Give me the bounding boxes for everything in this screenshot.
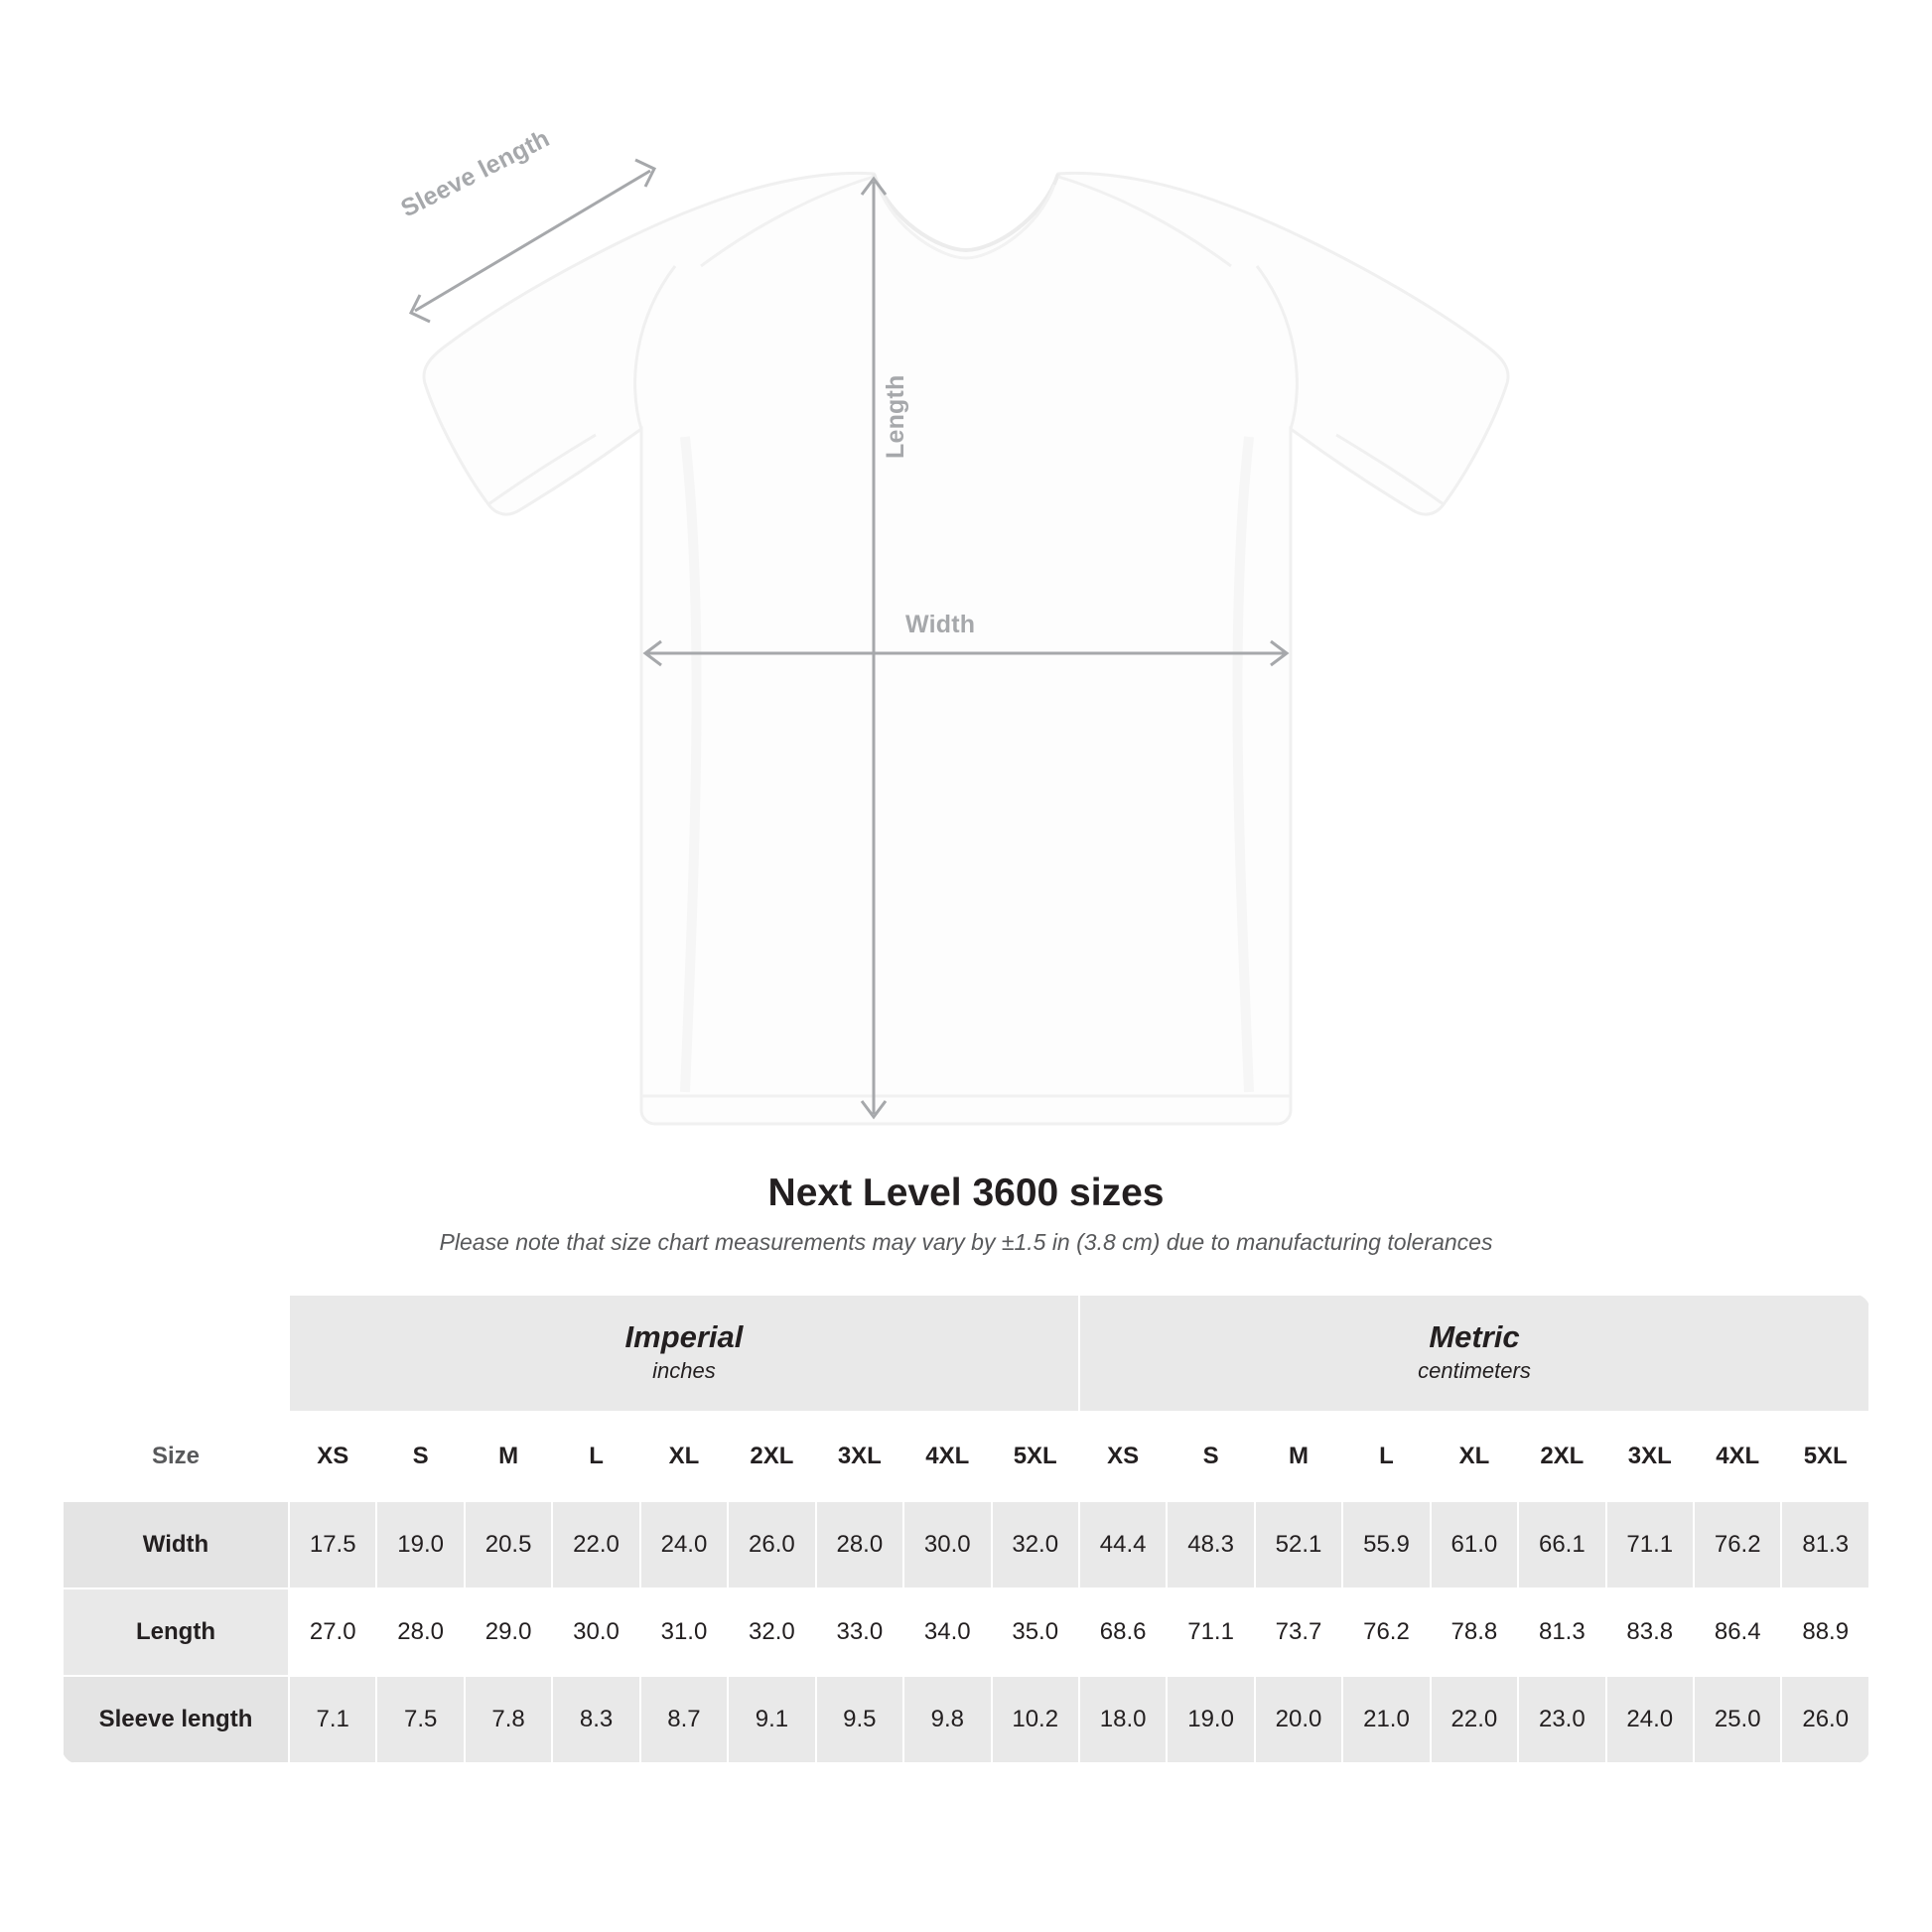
unit-group-imperial-sub: inches	[652, 1358, 716, 1384]
cell-sleeve-length: 24.0	[1606, 1676, 1694, 1763]
cell-width: 19.0	[376, 1501, 464, 1588]
cell-length: 76.2	[1342, 1588, 1430, 1676]
cell-length: 27.0	[289, 1588, 376, 1676]
cell-length: 88.9	[1781, 1588, 1869, 1676]
cell-width: 17.5	[289, 1501, 376, 1588]
cell-length: 83.8	[1606, 1588, 1694, 1676]
size-table	[62, 1294, 1870, 1764]
cell-sleeve-length: 26.0	[1781, 1676, 1869, 1763]
cell-sleeve-length: 9.5	[816, 1676, 903, 1763]
cell-length: 71.1	[1167, 1588, 1254, 1676]
cell-length: 28.0	[376, 1588, 464, 1676]
cell-length: 30.0	[552, 1588, 639, 1676]
cell-length: 34.0	[903, 1588, 991, 1676]
tolerance-note: Please note that size chart measurements may vary by ±1.5 in (3.8 cm) due to manufacturing tolerances	[439, 1229, 1493, 1255]
cell-sleeve-length: 25.0	[1694, 1676, 1781, 1763]
size-header-cell: 2XL	[1518, 1412, 1605, 1501]
table-row	[63, 1588, 1869, 1676]
cell-sleeve-length: 9.8	[903, 1676, 991, 1763]
cell-sleeve-length: 20.0	[1255, 1676, 1342, 1763]
cell-length: 29.0	[465, 1588, 552, 1676]
cell-width: 20.5	[465, 1501, 552, 1588]
cell-width: 52.1	[1255, 1501, 1342, 1588]
cell-width: 66.1	[1518, 1501, 1605, 1588]
size-header-row	[63, 1412, 1869, 1501]
size-header-cell: 5XL	[1781, 1412, 1869, 1501]
cell-sleeve-length: 10.2	[992, 1676, 1079, 1763]
size-header-cell: 5XL	[992, 1412, 1079, 1501]
size-header-cell: XL	[640, 1412, 728, 1501]
cell-sleeve-length: 9.1	[728, 1676, 815, 1763]
cell-width: 28.0	[816, 1501, 903, 1588]
size-header-cell: M	[1255, 1412, 1342, 1501]
size-header-cell: XL	[1431, 1412, 1518, 1501]
cell-width: 24.0	[640, 1501, 728, 1588]
unit-group-metric-name: Metric	[1429, 1318, 1520, 1354]
unit-group-metric	[1079, 1295, 1869, 1412]
cell-sleeve-length: 7.5	[376, 1676, 464, 1763]
table-corner	[63, 1295, 289, 1412]
size-header-cell: XS	[1079, 1412, 1167, 1501]
row-label-length: Length	[63, 1588, 289, 1676]
row-label-width: Width	[63, 1501, 289, 1588]
cell-width: 30.0	[903, 1501, 991, 1588]
tshirt-shape	[424, 173, 1508, 1124]
cell-width: 32.0	[992, 1501, 1079, 1588]
size-header-label: Size	[63, 1412, 289, 1501]
cell-width: 81.3	[1781, 1501, 1869, 1588]
cell-length: 68.6	[1079, 1588, 1167, 1676]
size-header-cell: 3XL	[816, 1412, 903, 1501]
cell-sleeve-length: 7.1	[289, 1676, 376, 1763]
size-header-cell: 2XL	[728, 1412, 815, 1501]
cell-sleeve-length: 8.7	[640, 1676, 728, 1763]
table-row	[63, 1676, 1869, 1763]
cell-width: 55.9	[1342, 1501, 1430, 1588]
size-header-cell: XS	[289, 1412, 376, 1501]
cell-sleeve-length: 23.0	[1518, 1676, 1605, 1763]
width-label: Width	[905, 611, 976, 638]
cell-length: 81.3	[1518, 1588, 1605, 1676]
unit-group-imperial-name: Imperial	[624, 1318, 744, 1354]
cell-width: 44.4	[1079, 1501, 1167, 1588]
row-label-sleeve-length: Sleeve length	[63, 1676, 289, 1763]
table-row	[63, 1501, 1869, 1588]
cell-length: 35.0	[992, 1588, 1079, 1676]
sleeve-length-label: Sleeve length	[396, 124, 555, 223]
cell-width: 22.0	[552, 1501, 639, 1588]
length-label: Length	[882, 374, 909, 459]
cell-sleeve-length: 21.0	[1342, 1676, 1430, 1763]
cell-width: 71.1	[1606, 1501, 1694, 1588]
page-title: Next Level 3600 sizes	[767, 1172, 1165, 1214]
cell-width: 26.0	[728, 1501, 815, 1588]
cell-width: 76.2	[1694, 1501, 1781, 1588]
cell-sleeve-length: 8.3	[552, 1676, 639, 1763]
size-table-wrapper	[62, 1294, 1870, 1764]
size-header-cell: 4XL	[1694, 1412, 1781, 1501]
cell-sleeve-length: 18.0	[1079, 1676, 1167, 1763]
size-header-cell: M	[465, 1412, 552, 1501]
cell-length: 32.0	[728, 1588, 815, 1676]
cell-width: 61.0	[1431, 1501, 1518, 1588]
cell-sleeve-length: 22.0	[1431, 1676, 1518, 1763]
unit-group-metric-sub: centimeters	[1418, 1358, 1531, 1384]
cell-length: 86.4	[1694, 1588, 1781, 1676]
size-header-cell: 3XL	[1606, 1412, 1694, 1501]
size-header-cell: 4XL	[903, 1412, 991, 1501]
unit-group-imperial	[289, 1295, 1079, 1412]
size-header-cell: S	[376, 1412, 464, 1501]
cell-length: 31.0	[640, 1588, 728, 1676]
cell-length: 33.0	[816, 1588, 903, 1676]
size-header-cell: L	[552, 1412, 639, 1501]
title-block	[0, 1172, 1932, 1256]
cell-length: 73.7	[1255, 1588, 1342, 1676]
cell-sleeve-length: 7.8	[465, 1676, 552, 1763]
cell-sleeve-length: 19.0	[1167, 1676, 1254, 1763]
unit-header-row	[63, 1295, 1869, 1412]
size-header-cell: S	[1167, 1412, 1254, 1501]
size-header-cell: L	[1342, 1412, 1430, 1501]
cell-width: 48.3	[1167, 1501, 1254, 1588]
cell-length: 78.8	[1431, 1588, 1518, 1676]
